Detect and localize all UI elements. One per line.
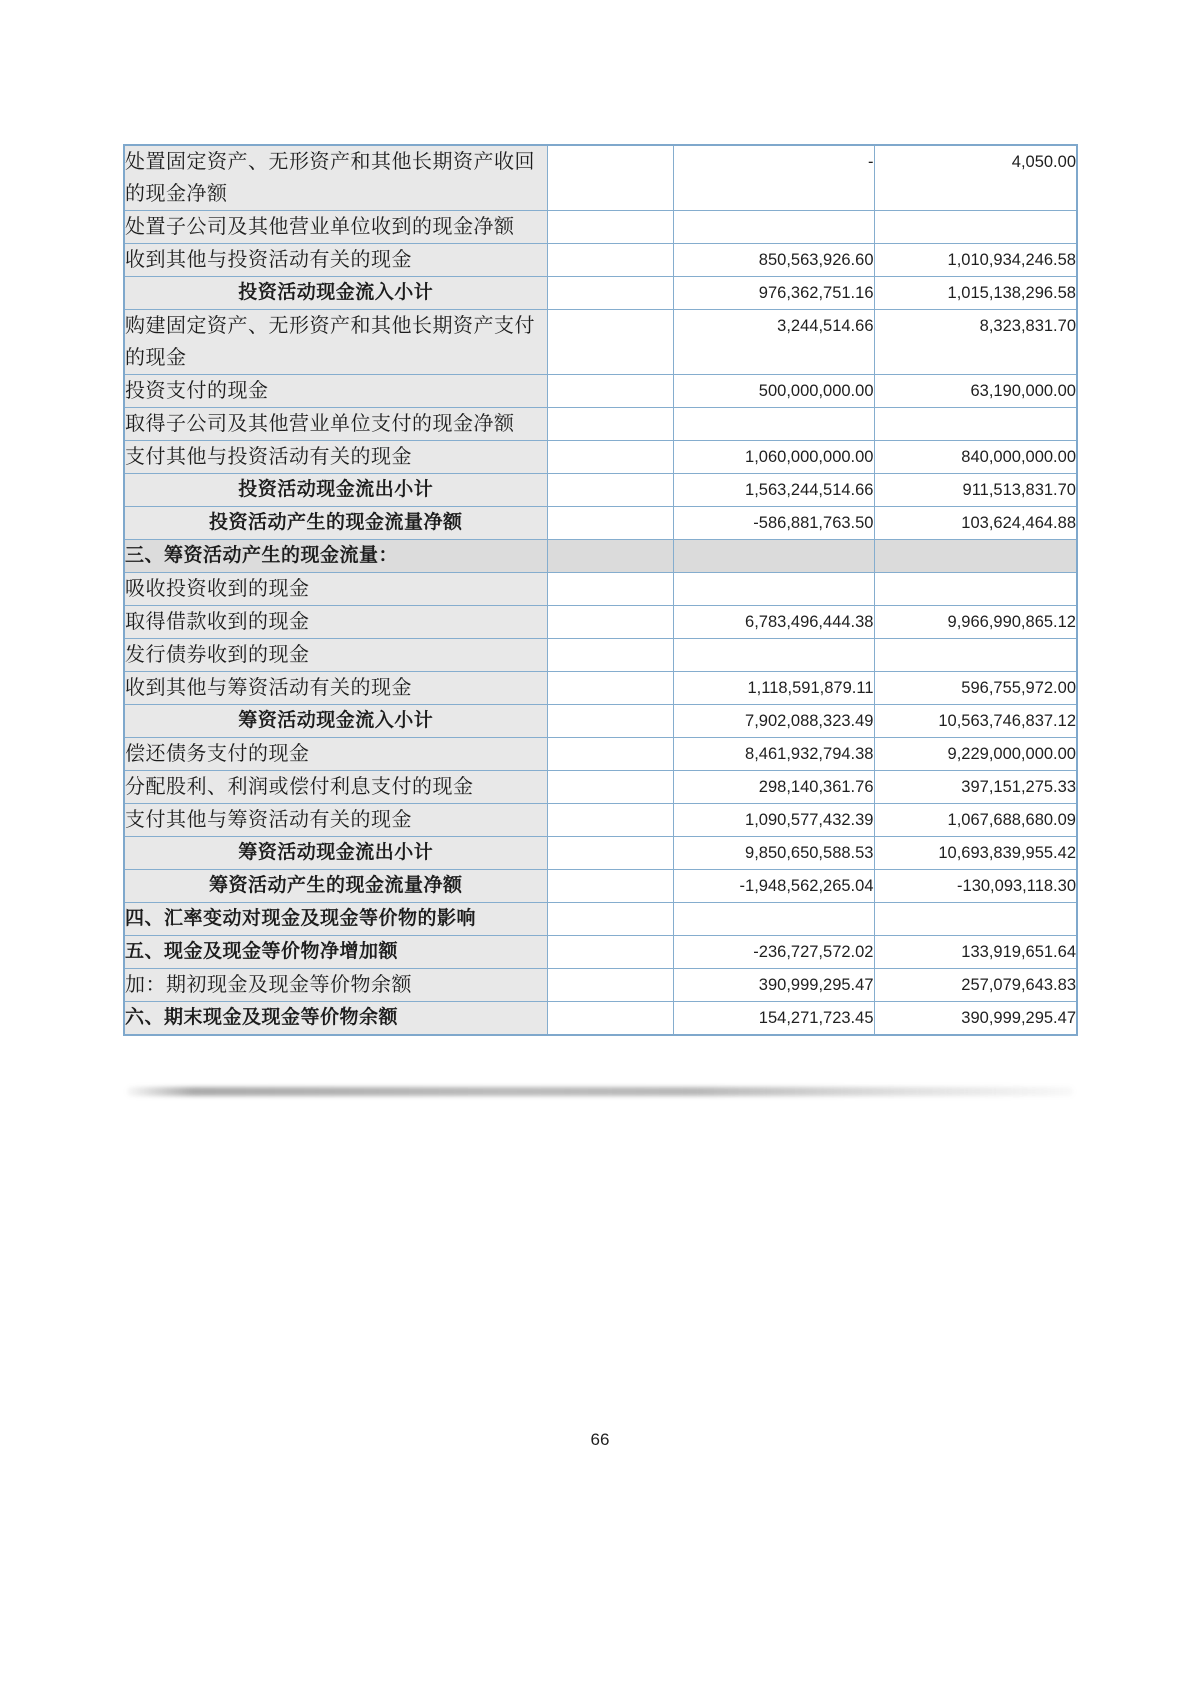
amount-current-cell xyxy=(673,540,874,573)
item-label-cell: 六、期末现金及现金等价物余额 xyxy=(124,1002,547,1036)
amount-current-cell: 154,271,723.45 xyxy=(673,1002,874,1036)
table-row xyxy=(124,540,1077,573)
item-label-cell: 收到其他与筹资活动有关的现金 xyxy=(124,672,547,705)
amount-current-cell: 1,563,244,514.66 xyxy=(673,474,874,507)
item-label-cell: 发行债券收到的现金 xyxy=(124,639,547,672)
table-row xyxy=(124,837,1077,870)
amount-prior-cell: 596,755,972.00 xyxy=(874,672,1077,705)
note-cell xyxy=(547,936,673,969)
amount-current-cell: 390,999,295.47 xyxy=(673,969,874,1002)
amount-current-cell xyxy=(673,211,874,244)
note-cell xyxy=(547,573,673,606)
note-cell xyxy=(547,1002,673,1036)
item-label-cell: 筹资活动现金流出小计 xyxy=(124,837,547,870)
table-row xyxy=(124,441,1077,474)
amount-prior-cell xyxy=(874,211,1077,244)
table-row xyxy=(124,936,1077,969)
table-row xyxy=(124,408,1077,441)
table-row xyxy=(124,507,1077,540)
table-row xyxy=(124,672,1077,705)
note-cell xyxy=(547,969,673,1002)
amount-current-cell: 850,563,926.60 xyxy=(673,244,874,277)
item-label-cell: 筹资活动现金流入小计 xyxy=(124,705,547,738)
amount-prior-cell: 133,919,651.64 xyxy=(874,936,1077,969)
amount-current-cell: 1,118,591,879.11 xyxy=(673,672,874,705)
cash-flow-table xyxy=(123,144,1078,1036)
note-cell xyxy=(547,705,673,738)
note-cell xyxy=(547,738,673,771)
amount-prior-cell xyxy=(874,573,1077,606)
amount-current-cell: - xyxy=(673,145,874,211)
amount-prior-cell: -130,093,118.30 xyxy=(874,870,1077,903)
item-label-cell: 分配股利、利润或偿付利息支付的现金 xyxy=(124,771,547,804)
amount-prior-cell: 390,999,295.47 xyxy=(874,1002,1077,1036)
amount-current-cell: -236,727,572.02 xyxy=(673,936,874,969)
note-cell xyxy=(547,672,673,705)
item-label-cell: 购建固定资产、无形资产和其他长期资产支付的现金 xyxy=(124,310,547,375)
amount-prior-cell: 397,151,275.33 xyxy=(874,771,1077,804)
amount-current-cell: -1,948,562,265.04 xyxy=(673,870,874,903)
amount-current-cell: 6,783,496,444.38 xyxy=(673,606,874,639)
note-cell xyxy=(547,606,673,639)
note-cell xyxy=(547,639,673,672)
amount-prior-cell xyxy=(874,903,1077,936)
amount-prior-cell: 9,229,000,000.00 xyxy=(874,738,1077,771)
table-row xyxy=(124,1002,1077,1036)
amount-prior-cell: 1,010,934,246.58 xyxy=(874,244,1077,277)
amount-current-cell: 500,000,000.00 xyxy=(673,375,874,408)
item-label-cell: 支付其他与投资活动有关的现金 xyxy=(124,441,547,474)
amount-current-cell: 9,850,650,588.53 xyxy=(673,837,874,870)
item-label-cell: 五、现金及现金等价物净增加额 xyxy=(124,936,547,969)
amount-current-cell: 8,461,932,794.38 xyxy=(673,738,874,771)
note-cell xyxy=(547,375,673,408)
item-label-cell: 收到其他与投资活动有关的现金 xyxy=(124,244,547,277)
item-label-cell: 偿还债务支付的现金 xyxy=(124,738,547,771)
table-row xyxy=(124,145,1077,211)
item-label-cell: 支付其他与筹资活动有关的现金 xyxy=(124,804,547,837)
table-row xyxy=(124,870,1077,903)
table-row xyxy=(124,771,1077,804)
table-row xyxy=(124,705,1077,738)
amount-prior-cell xyxy=(874,408,1077,441)
note-cell xyxy=(547,145,673,211)
table-row xyxy=(124,375,1077,408)
table-row xyxy=(124,277,1077,310)
table-row xyxy=(124,211,1077,244)
note-cell xyxy=(547,244,673,277)
item-label-cell: 处置子公司及其他营业单位收到的现金净额 xyxy=(124,211,547,244)
table-row xyxy=(124,474,1077,507)
amount-prior-cell: 8,323,831.70 xyxy=(874,310,1077,375)
note-cell xyxy=(547,474,673,507)
amount-current-cell xyxy=(673,903,874,936)
table-row xyxy=(124,639,1077,672)
amount-prior-cell: 10,693,839,955.42 xyxy=(874,837,1077,870)
amount-prior-cell xyxy=(874,639,1077,672)
note-cell xyxy=(547,540,673,573)
note-cell xyxy=(547,277,673,310)
item-label-cell: 筹资活动产生的现金流量净额 xyxy=(124,870,547,903)
amount-prior-cell xyxy=(874,540,1077,573)
table-row xyxy=(124,244,1077,277)
amount-prior-cell: 9,966,990,865.12 xyxy=(874,606,1077,639)
amount-prior-cell: 840,000,000.00 xyxy=(874,441,1077,474)
note-cell xyxy=(547,507,673,540)
item-label-cell: 投资支付的现金 xyxy=(124,375,547,408)
item-label-cell: 三、筹资活动产生的现金流量： xyxy=(124,540,547,573)
table-row xyxy=(124,804,1077,837)
item-label-cell: 加：期初现金及现金等价物余额 xyxy=(124,969,547,1002)
note-cell xyxy=(547,310,673,375)
amount-prior-cell: 911,513,831.70 xyxy=(874,474,1077,507)
amount-current-cell xyxy=(673,408,874,441)
amount-prior-cell: 1,067,688,680.09 xyxy=(874,804,1077,837)
item-label-cell: 投资活动现金流出小计 xyxy=(124,474,547,507)
amount-prior-cell: 10,563,746,837.12 xyxy=(874,705,1077,738)
table-row xyxy=(124,606,1077,639)
table-row xyxy=(124,738,1077,771)
note-cell xyxy=(547,211,673,244)
amount-current-cell xyxy=(673,573,874,606)
item-label-cell: 投资活动现金流入小计 xyxy=(124,277,547,310)
scan-shadow-artifact xyxy=(127,1087,1073,1096)
amount-prior-cell: 4,050.00 xyxy=(874,145,1077,211)
note-cell xyxy=(547,804,673,837)
table-row xyxy=(124,903,1077,936)
table-body xyxy=(124,145,1077,1035)
amount-current-cell: 7,902,088,323.49 xyxy=(673,705,874,738)
note-cell xyxy=(547,870,673,903)
note-cell xyxy=(547,771,673,804)
amount-current-cell: 1,090,577,432.39 xyxy=(673,804,874,837)
amount-prior-cell: 103,624,464.88 xyxy=(874,507,1077,540)
amount-current-cell: 3,244,514.66 xyxy=(673,310,874,375)
amount-current-cell: -586,881,763.50 xyxy=(673,507,874,540)
note-cell xyxy=(547,408,673,441)
page-number: 66 xyxy=(590,1430,610,1449)
note-cell xyxy=(547,837,673,870)
amount-prior-cell: 1,015,138,296.58 xyxy=(874,277,1077,310)
amount-prior-cell: 257,079,643.83 xyxy=(874,969,1077,1002)
item-label-cell: 投资活动产生的现金流量净额 xyxy=(124,507,547,540)
item-label-cell: 四、汇率变动对现金及现金等价物的影响 xyxy=(124,903,547,936)
table-row xyxy=(124,573,1077,606)
amount-prior-cell: 63,190,000.00 xyxy=(874,375,1077,408)
table-row xyxy=(124,310,1077,375)
table-row xyxy=(124,969,1077,1002)
amount-current-cell: 298,140,361.76 xyxy=(673,771,874,804)
amount-current-cell: 976,362,751.16 xyxy=(673,277,874,310)
note-cell xyxy=(547,903,673,936)
item-label-cell: 取得借款收到的现金 xyxy=(124,606,547,639)
note-cell xyxy=(547,441,673,474)
amount-current-cell xyxy=(673,639,874,672)
item-label-cell: 处置固定资产、无形资产和其他长期资产收回的现金净额 xyxy=(124,145,547,211)
item-label-cell: 吸收投资收到的现金 xyxy=(124,573,547,606)
item-label-cell: 取得子公司及其他营业单位支付的现金净额 xyxy=(124,408,547,441)
amount-current-cell: 1,060,000,000.00 xyxy=(673,441,874,474)
